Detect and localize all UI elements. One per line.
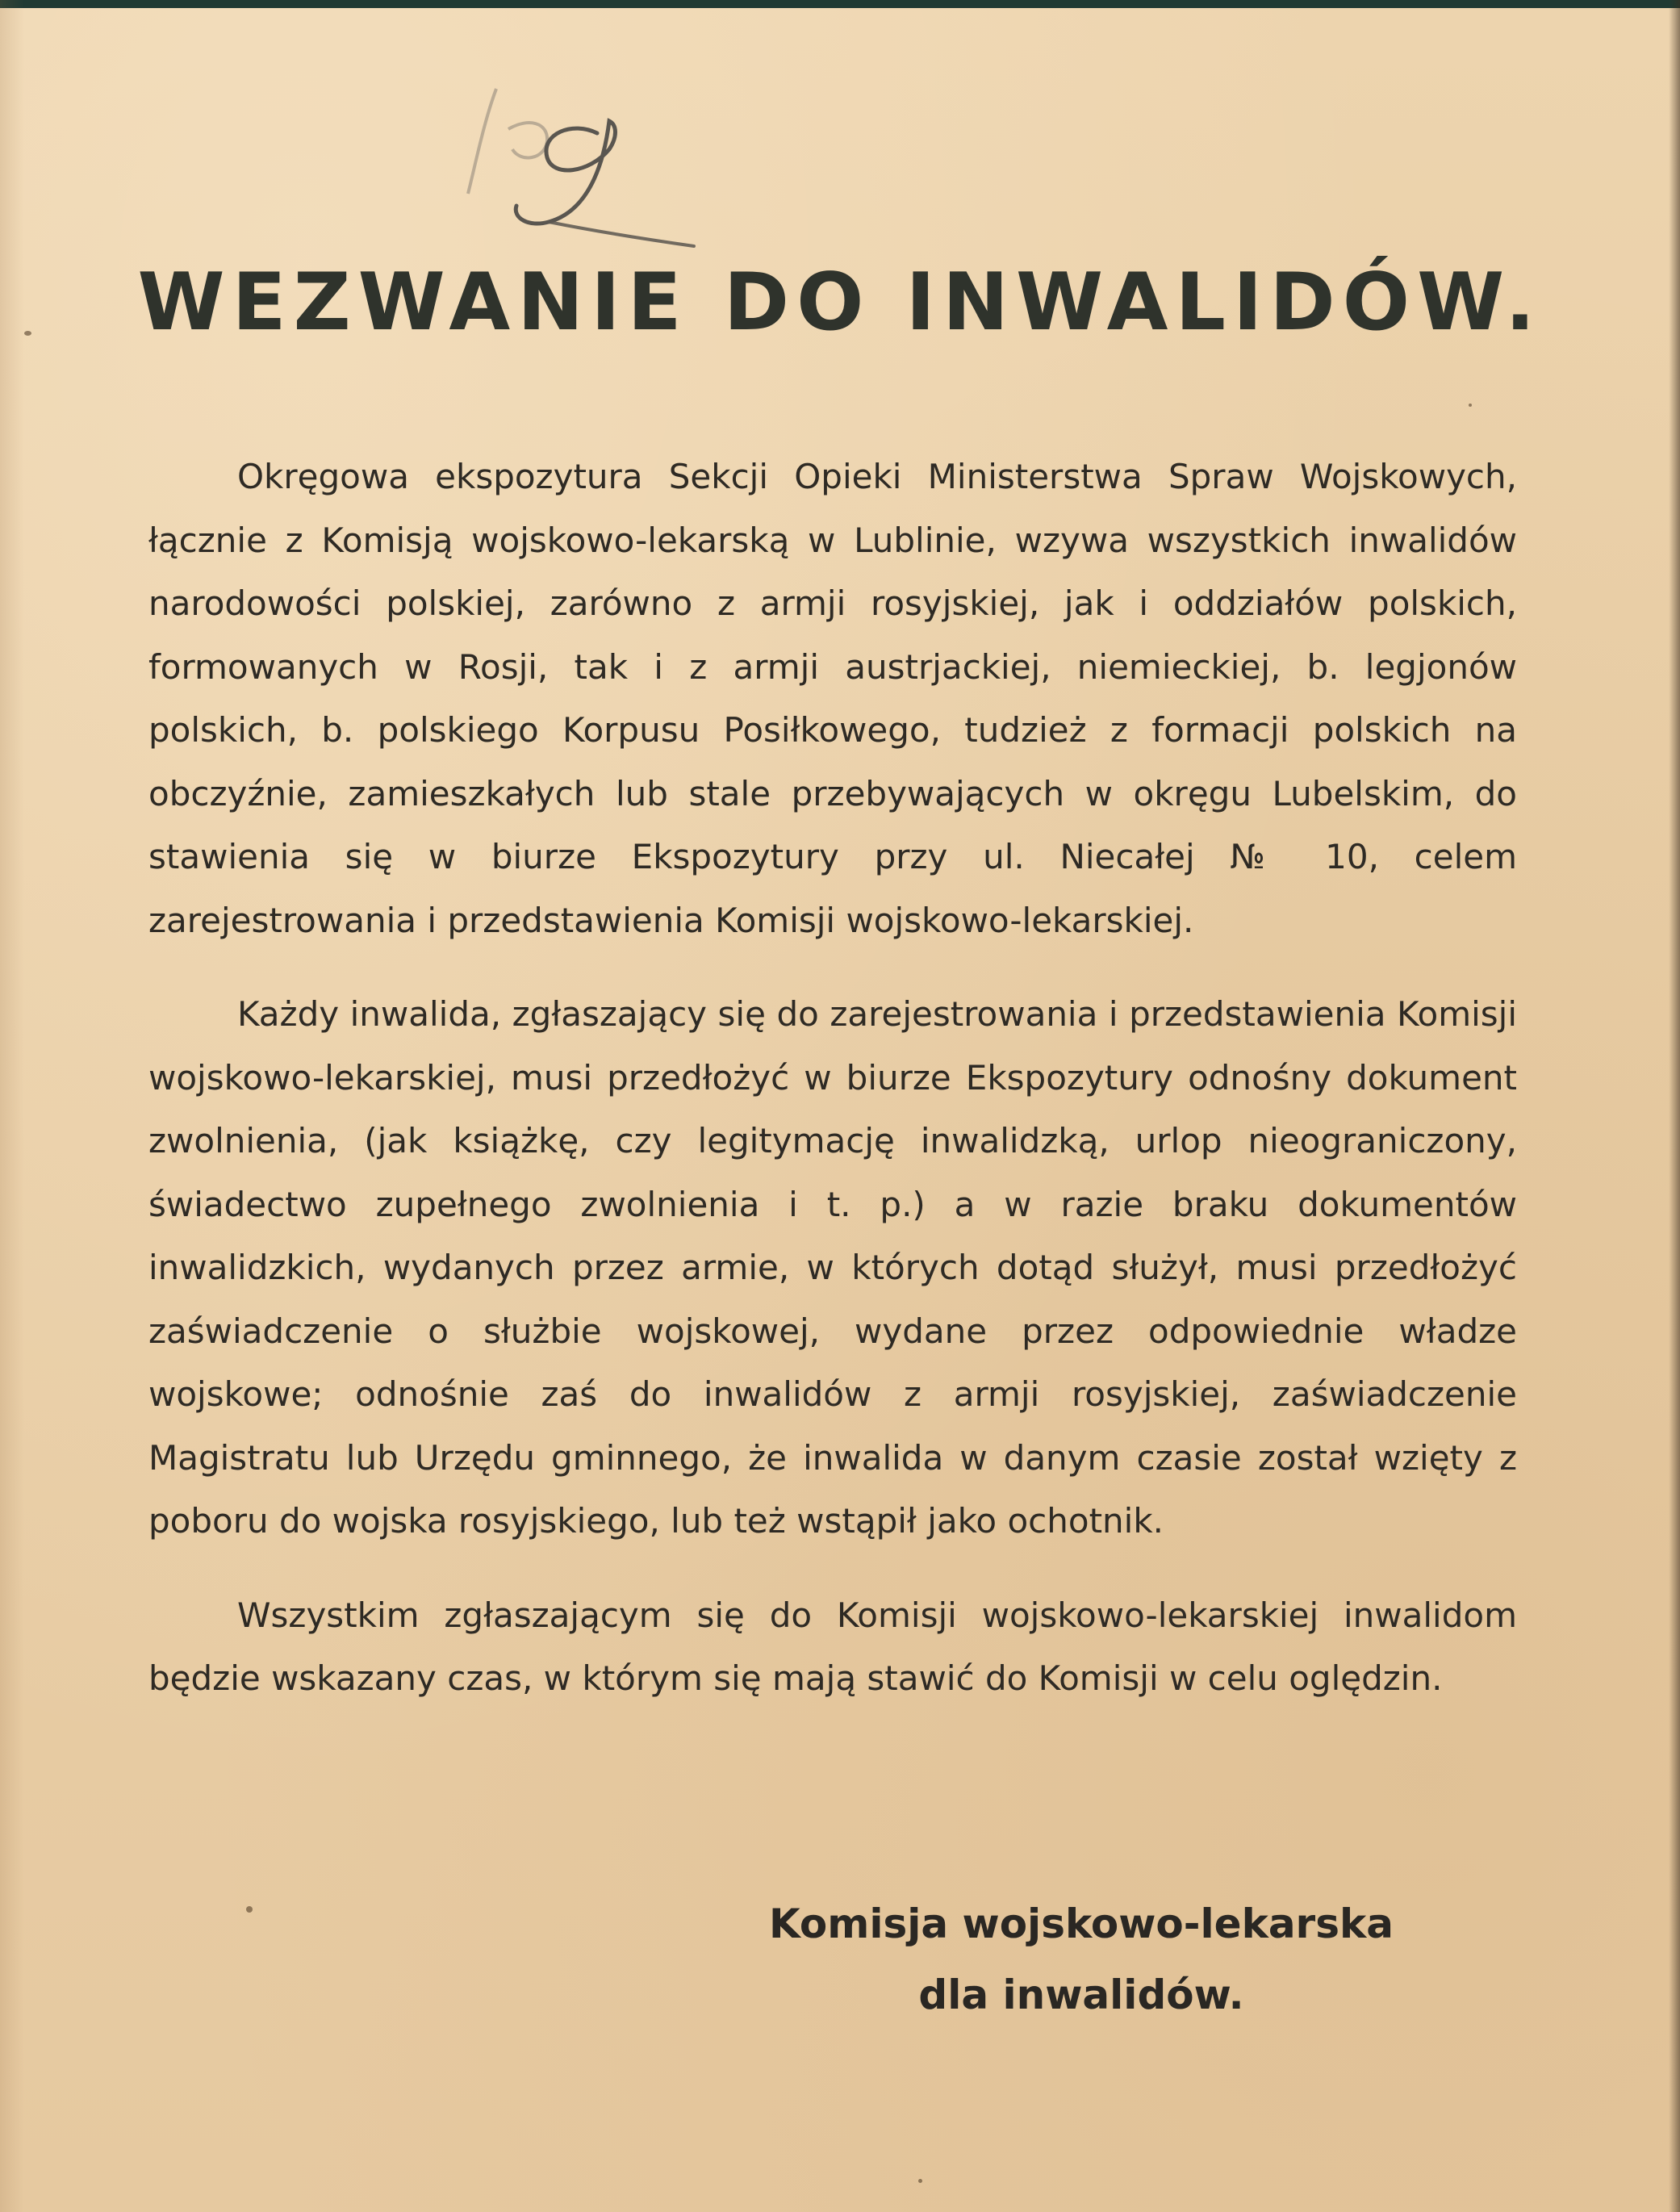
paper-speck: [918, 2179, 922, 2183]
paper-speck: [1469, 404, 1472, 407]
paper-speck: [246, 1906, 253, 1913]
paper-speck: [24, 331, 31, 336]
page-top-edge: [0, 0, 1680, 8]
signature-line-2: dla inwalidów.: [918, 1972, 1244, 2018]
handwritten-archive-number: [452, 73, 718, 258]
paragraph-1: Okręgowa ekspozytura Sekcji Opieki Ministerstwa Spraw Wojskowych, łącznie z Komisją wojskowo-lekarską w Lublinie, wzywa wszystkich inwalidów narodowości polskiej, zarówno z armji rosyjskiej, jak i oddziałów polskich, formowanych w Rosji, tak i z armji austrjackiej, niemieckiej, b. legjonów polskich, b. polskiego Korpusu Posiłkowego, tudzież z formacji polskich na obczyźnie, zamieszkałych lub stale przebywających w okręgu Lubelskim, do stawienia się w biurze Ekspozytury przy ul. Niecałej № 10, celem zarejestrowania i przedstawienia Komisji wojskowo-lekarskiej.: [148, 457, 1517, 940]
document-title: WEZWANIE DO INWALIDÓW.: [137, 257, 1543, 349]
paragraph-3: Wszystkim zgłaszającym się do Komisji wojskowo-lekarskiej inwalidom będzie wskazany czas, w którym się mają stawić do Komisji w celu oględzin.: [148, 1595, 1517, 1698]
document-body: [148, 445, 1517, 1742]
paragraph-2: Każdy inwalida, zgłaszający się do zarejestrowania i przedstawienia Komisji wojskowo-lekarskiej, musi przedłożyć w biurze Ekspozytury odnośny dokument zwolnienia, (jak książkę, czy legitymację inwalidzką, urlop nieograniczony, świadectwo zupełnego zwolnienia i t. p.) a w razie braku dokumentów inwalidzkich, wydanych przez armie, w których dotąd służył, musi przedłożyć zaświadczenie o służbie wojskowej, wydane przez odpowiednie władze wojskowe; odnośnie zaś do inwalidów z armji rosyjskiej, zaświadczenie Magistratu lub Urzędu gminnego, że inwalida w danym czasie został wzięty z poboru do wojska rosyjskiego, lub też wstąpił jako ochotnik.: [148, 994, 1517, 1541]
signature-line-1: Komisja wojskowo-lekarska: [769, 1900, 1394, 1947]
signature-block: [678, 1888, 1485, 2030]
